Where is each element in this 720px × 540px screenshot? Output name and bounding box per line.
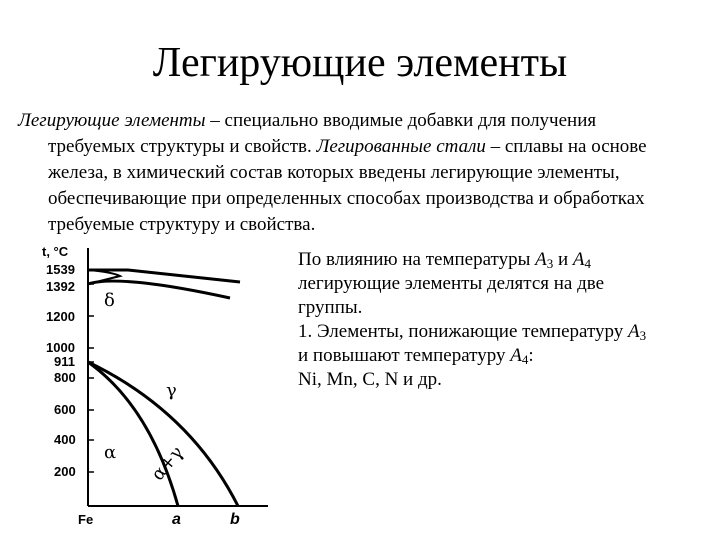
and-word: и xyxy=(553,249,573,270)
side-line-4 xyxy=(298,320,708,344)
term-alloyed-steels: Легированные стали xyxy=(316,136,486,157)
x-label-b: b xyxy=(230,511,240,528)
curve-a3-lower xyxy=(88,362,178,506)
side-line-4-text: 1. Элементы, понижающие температуру xyxy=(298,321,628,342)
phase-label-alpha-gamma: α+γ xyxy=(147,442,188,485)
intro-line-1-text: – специально вводимые добавки для получения xyxy=(205,110,597,131)
slide-title: Легирующие элементы xyxy=(152,40,568,86)
intro-line-1 xyxy=(18,108,698,134)
intro-line-2 xyxy=(18,134,698,160)
tick-label-400: 400 xyxy=(54,432,76,447)
a3-subscript-2: 3 xyxy=(639,328,647,343)
side-text xyxy=(298,248,708,392)
a3-subscript: 3 xyxy=(546,256,554,271)
side-line-5 xyxy=(298,344,708,368)
a4-symbol-2: A xyxy=(510,345,522,366)
intro-line-3: железа, в химический состав которых введены легирующие элементы, xyxy=(48,162,620,183)
intro-paragraph xyxy=(18,108,698,238)
phase-label-delta: δ xyxy=(104,290,115,311)
tick-label-1000: 1000 xyxy=(46,340,75,355)
tick-label-1392: 1392 xyxy=(46,279,75,294)
x-origin-label: Fe xyxy=(78,512,94,527)
intro-line-2-rest: – сплавы на основе xyxy=(485,136,647,157)
intro-line-2-start: требуемых структуры и свойств. xyxy=(48,136,317,157)
tick-label-1200: 1200 xyxy=(46,309,75,324)
a4-subscript: 4 xyxy=(584,256,591,271)
tick-label-200: 200 xyxy=(54,464,76,479)
a3-symbol: A xyxy=(535,249,547,270)
intro-line-4: обеспечивающие при определенных способах производства и обработках xyxy=(48,188,645,209)
phase-label-gamma: γ xyxy=(166,380,177,401)
phase-label-alpha: α xyxy=(104,442,117,463)
side-line-2: легирующие элементы делятся на две xyxy=(298,273,605,294)
y-axis-label: t, °C xyxy=(42,244,69,259)
x-label-a: a xyxy=(172,511,181,528)
phase-diagram xyxy=(0,236,290,536)
a3-symbol-2: A xyxy=(628,321,640,342)
tick-label-1539: 1539 xyxy=(46,262,75,277)
tick-label-911: 911 xyxy=(54,354,75,369)
side-line-3: группы. xyxy=(298,297,363,318)
tick-label-800: 800 xyxy=(54,370,76,385)
intro-line-5: требуемые структуру и свойства. xyxy=(48,214,316,235)
side-line-5-text: и повышают температуру xyxy=(298,345,511,366)
side-line-1-text: По влиянию на температуры xyxy=(298,249,536,270)
term-alloying-elements: Легирующие элементы xyxy=(18,110,206,131)
side-line-1 xyxy=(298,248,708,272)
a4-subscript-2: 4 xyxy=(521,352,529,367)
side-line-5-end: : xyxy=(528,345,534,366)
tick-label-600: 600 xyxy=(54,402,76,417)
a4-symbol: A xyxy=(572,249,585,270)
side-line-6: Ni, Mn, C, N и др. xyxy=(298,369,442,390)
